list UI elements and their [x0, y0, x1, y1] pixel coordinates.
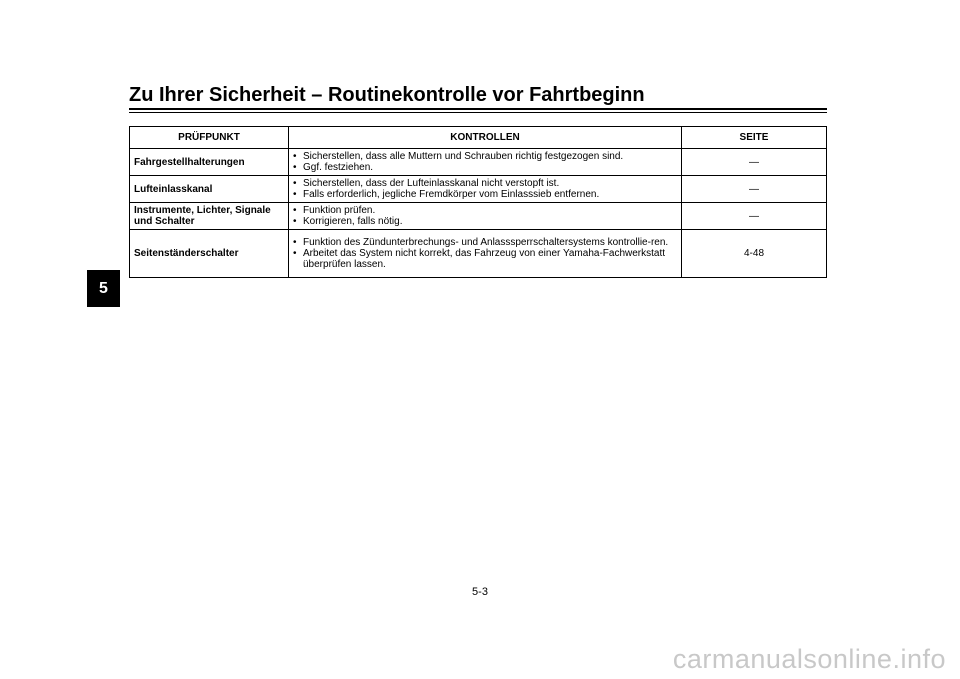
table-row [130, 149, 827, 176]
page-title: Zu Ihrer Sicherheit – Routinekontrolle vor Fahrtbeginn [129, 84, 645, 106]
row-item: Lufteinlasskanal [130, 176, 289, 203]
table-row [130, 230, 827, 278]
check-item: • Falls erforderlich, jegliche Fremdkörper vom Einlasssieb entfernen. [293, 189, 677, 200]
row-page: — [682, 149, 827, 176]
row-checks [289, 203, 682, 230]
table-row [130, 203, 827, 230]
check-item: • Korrigieren, falls nötig. [293, 216, 677, 227]
check-item: • Sicherstellen, dass alle Muttern und Schrauben richtig festgezogen sind. [293, 151, 677, 162]
check-item: • Funktion des Zündunterbrechungs- und Anlasssperrschaltersystems kontrollie-ren. [293, 237, 677, 248]
check-item: • Ggf. festziehen. [293, 162, 677, 173]
row-page: — [682, 176, 827, 203]
routine-check-table [129, 126, 827, 278]
title-rule-thin [129, 112, 827, 113]
row-checks [289, 149, 682, 176]
page-number: 5-3 [472, 586, 488, 598]
table-header-row [130, 127, 827, 149]
column-header-checks: KONTROLLEN [289, 127, 682, 149]
row-page: — [682, 203, 827, 230]
row-item: Seitenständerschalter [130, 230, 289, 278]
watermark: carmanualsonline.info [672, 644, 946, 674]
check-item: • Arbeitet das System nicht korrekt, das Fahrzeug von einer Yamaha-Fachwerkstatt überprüfen lassen. [293, 248, 677, 270]
column-header-item: PRÜFPUNKT [130, 127, 289, 149]
title-rule-thick [129, 108, 827, 110]
row-item: Instrumente, Lichter, Signale und Schalter [130, 203, 289, 230]
check-item: • Funktion prüfen. [293, 205, 677, 216]
table-row [130, 176, 827, 203]
row-item: Fahrgestellhalterungen [130, 149, 289, 176]
row-checks [289, 176, 682, 203]
chapter-tab: 5 [87, 270, 120, 307]
column-header-page: SEITE [682, 127, 827, 149]
check-item: • Sicherstellen, dass der Lufteinlasskanal nicht verstopft ist. [293, 178, 677, 189]
row-page: 4-48 [682, 230, 827, 278]
row-checks [289, 230, 682, 278]
